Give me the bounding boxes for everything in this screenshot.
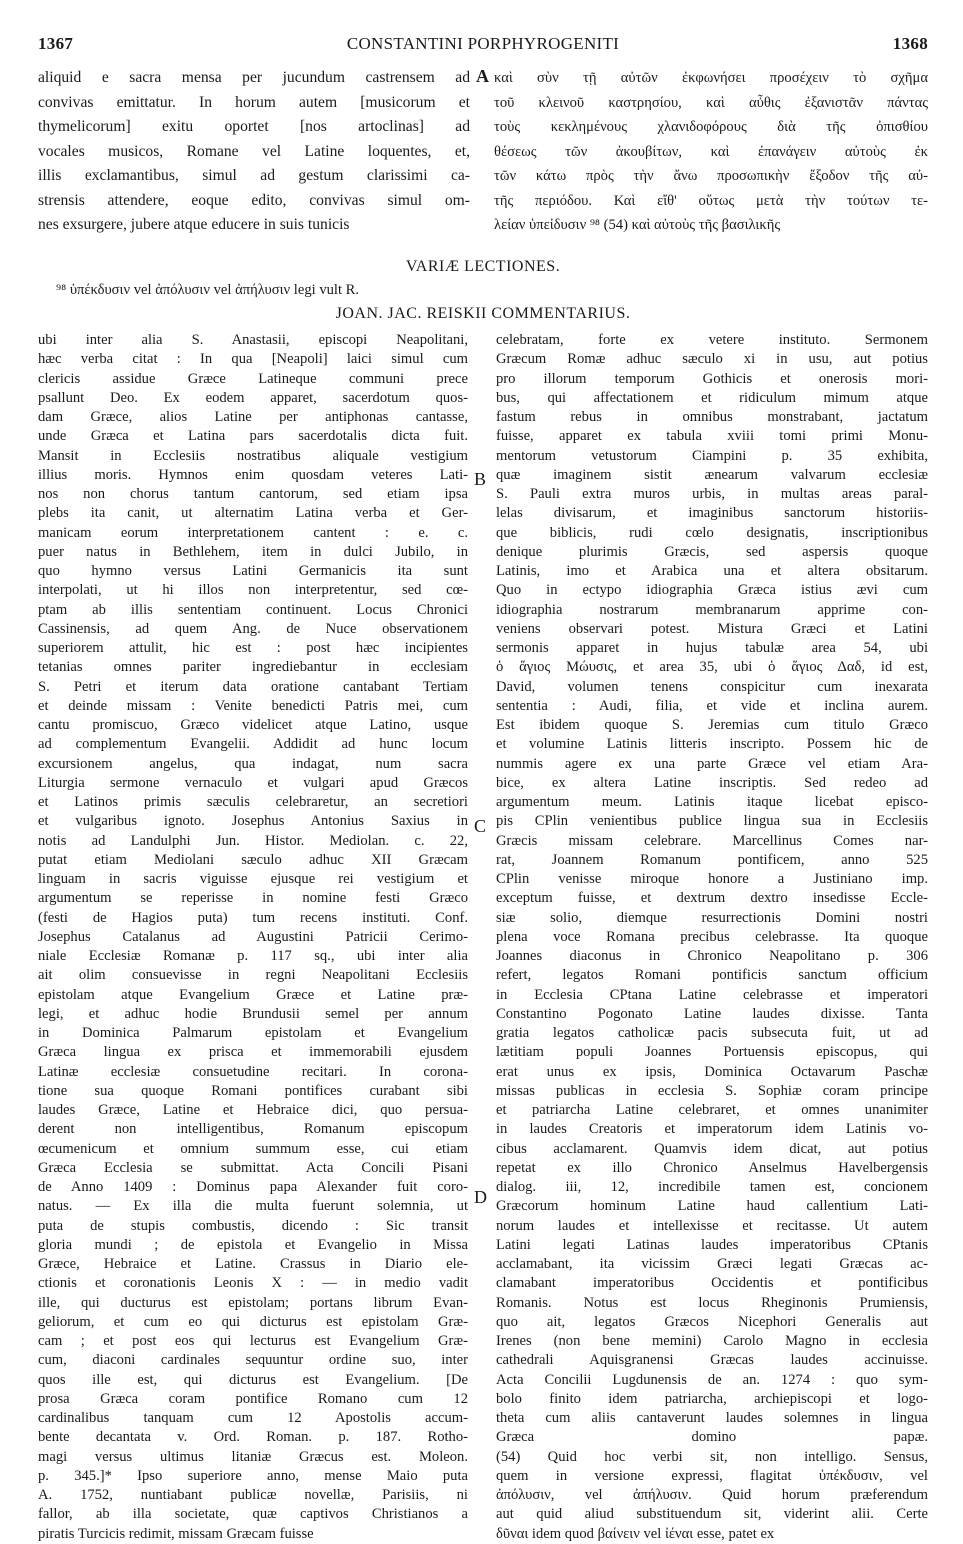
text-line: Græcorum hominum Latine haud callentium Lati- (496, 1198, 928, 1215)
text-line: ille, qui ducturus est epistolam; portans librum Evan- (38, 1294, 468, 1311)
text-line: acclamabant, ita vicissim Græci legati Græcas ac- (496, 1256, 928, 1272)
text-line: plena voce Romana precibus celebrasse. Ita quoque (496, 928, 928, 945)
text-line: nes exsurgere, jubere atque educere in suis tunicis (38, 216, 350, 233)
text-line: Græca domino papæ. (496, 1429, 928, 1446)
text-line: aliquid e sacra mensa per jucundum castrensem ad (38, 69, 470, 86)
text-line: gratia legatos catholicæ pacis subsecuta fuit, ut ad (496, 1025, 928, 1041)
text-line: psallunt Deo. Ex eodem apparet, sacerdotum quos- (38, 389, 468, 406)
text-line: (festi de Hagios puta) tum recens instituti. Conf. (38, 909, 468, 926)
text-line: manicam eorum interpretationem cantent : e. c. (38, 524, 468, 541)
text-line: καὶ σὺν τῇ αὐτῶν ἐκφωνήσει προσέχειν τὸ σχῆμα (494, 70, 928, 86)
text-line: de Anno 1409 : Dominus papa Alexander fuit coro- (38, 1179, 468, 1195)
running-title: CONSTANTINI PORPHYROGENITI (346, 34, 620, 53)
text-line: quo ait, legatos Græcos Nicephori Generalis aut (496, 1313, 928, 1330)
text-line: ubi inter alia S. Anastasii, episcopi Neapolitani, (38, 332, 468, 348)
text-line: denique plurimis Græcis, sed aspersis quoque (496, 543, 928, 560)
variae-lectiones-heading: VARIÆ LECTIONES. (405, 258, 561, 275)
page-number-left: 1367 (38, 34, 74, 53)
text-line: quos ille est, qui dicturus est Evangelium. [De (38, 1371, 468, 1388)
text-line: siæ solio, diemque resurrectionis Domini nostri (496, 909, 928, 926)
text-line: et Latinos primis sæculis celebraretur, an secretiori (38, 794, 468, 810)
text-line: idiographia nostrarum membranarum apprime con- (496, 601, 928, 618)
text-line: excursionem angelus, qua indagat, num sacra (38, 755, 468, 772)
text-line: cathedrali Aquisgranensi Græcas laudes accinuisse. (496, 1352, 928, 1369)
text-line: Joannes diaconus in Chronico Neapolitano p. 306 (496, 948, 928, 964)
text-line: et vulgaribus ignoto. Josephus Antonius Saxius in (38, 813, 468, 830)
text-line: lætitiam populi Joannes Portuensis episcopus, qui (496, 1044, 928, 1061)
text-line: bente decantata v. Ord. Roman. p. 187. Rotho- (38, 1429, 468, 1446)
text-line: linguam in sacris viguisse ejusque rei vestigium et (38, 871, 468, 887)
text-line: cibus acclamarent. Quamvis idem dicat, aut potius (496, 1140, 928, 1157)
text-line: puta de stupis combustis, dicendo : Sic transit (38, 1217, 468, 1234)
text-line: dam Græce, alios Latine per antiphonas cantasse, (38, 409, 468, 425)
page-header (38, 34, 928, 56)
text-line: θέσεως τῶν ἀκουβίτων, καὶ ἐπανάγειν αὐτοὺς ἐκ (494, 143, 928, 160)
text-line: niale Ecclesiæ Romanæ p. 117 sq., ubi inter alia (38, 948, 468, 964)
text-line: derent non intelligentibus, Romanum episcopum (38, 1121, 468, 1138)
text-line: Est ibidem quoque S. Jeremias cum titulo Græco (496, 717, 928, 733)
main-text-block (38, 66, 928, 260)
text-line: pis CPlin venientibus publice lingua sua in Ecclesiis (496, 813, 928, 830)
text-line: et volumine Latinis litteris inscripto. Possem hic de (496, 736, 928, 753)
text-line: veniens observari potest. Mistura Græci et Latini (496, 620, 928, 637)
text-line: bus, qui affectationem et ridiculum mimum atque (496, 389, 928, 406)
text-line: λείαν ὑπεἰδυσιν ⁹⁸ (54) καὶ αὐτοὺς τῆς βασιλικῆς (494, 217, 781, 233)
text-line: legi, et adhuc hodie Brundusii semel per annum (38, 1005, 468, 1022)
text-line: puer natus in Bethlehem, item in dulci Jubilo, in (38, 543, 468, 560)
text-line: fastum rebus in omnibus monstrabant, jactatum (496, 409, 928, 425)
text-line: τῶν κάτω πρὸς τὴν ἄνω προσωπικὴν ἔξοδον τῆς αὐ- (494, 168, 928, 184)
text-line: ἀπόλυσιν, vel ἀπήλυσιν. Quid horum præferendum (496, 1487, 928, 1503)
text-line: magi versus ultimus litaniæ Græcus est. Moleon. (38, 1448, 468, 1465)
text-line: Græce, Hebraice et Latine. Crassus in Diario ele- (38, 1256, 468, 1272)
text-line: ὁ ἅγιος Μώυσις, et area 35, ubi ὁ ἅγιος Δαδ, id est, (496, 659, 928, 676)
text-line: Græca Ecclesia se submittat. Acta Concili Pisani (38, 1159, 468, 1176)
text-line: fuisse, apparet ex tabula xviii tomi primi Monu- (496, 428, 928, 445)
text-line: tione sua quoque Romani pontifices curabant sibi (38, 1082, 468, 1099)
text-line: Irenes (non bene memini) Carolo Magno in ecclesia (496, 1333, 928, 1349)
text-line: in Dominica Palmarum epistolam et Evangelium (38, 1025, 468, 1041)
text-line: nummis agere ex una parte Græce vel etiam Ara- (496, 755, 928, 772)
text-line: τῆς περιόδου. Καὶ εἴθ' οὕτως μετὰ τὴν τούτων τε- (494, 192, 928, 209)
text-line: illius moris. Hymnos enim quosdam veteres Lati- (38, 466, 468, 483)
text-line: Constantino Pogonato Latine laudes dixisse. Tanta (496, 1005, 928, 1022)
text-line: Cassinensis, ad quem Ang. de Nuce observationem (38, 620, 468, 637)
text-line: lelas divisarum, et imaginibus sanctorum historiis- (496, 505, 928, 522)
text-line: vocales musicos, Romane vel Latine loquentes, et, (38, 142, 470, 160)
text-line: œcumenicum et omnium summum esse, cui etiam (38, 1140, 468, 1157)
text-line: Liturgia sermone vernaculo et vulgari apud Græcos (38, 774, 468, 791)
text-line: et patriarcha Latine celebraret, et omnes unanimiter (496, 1102, 928, 1118)
text-line: p. 345.]* Ipso superiore anno, mense Maio puta (38, 1467, 468, 1484)
text-line: superiorem attulit, hic est : post hæc incipientes (38, 640, 468, 656)
text-line: tetanias omnes pariter ingrediebantur in ecclesiam (38, 659, 468, 676)
text-line: S. Petri et iterum data oratione cantabant Tertiam (38, 678, 468, 695)
text-line: clamabant imperatoribus Occidentis et pontificibus (496, 1275, 928, 1292)
text-line: thymelicorum] exitu oportet [nos artoclinas] ad (38, 118, 470, 135)
text-line: rat, Joannem Romanum pontificem, anno 525 (496, 851, 928, 868)
text-line: ptam ab illis sententiam continuent. Locus Chronici (38, 601, 468, 618)
text-line: cum, diaconi cardinales sequuntur ordine suo, inter (38, 1352, 468, 1369)
text-line: A. 1752, nuntiabant publicæ novellæ, Parisiis, ni (38, 1487, 468, 1503)
text-line: convivas emittatur. In horum autem [musicorum et (38, 93, 470, 111)
text-line: S. Pauli extra muros urbis, in multas areas paral- (496, 486, 928, 502)
text-line: Latini legati Latinas laudes imperatoribus CPtanis (496, 1236, 928, 1253)
commentary-right-column (496, 331, 928, 1544)
text-line: pro illorum temporum Gothicis et onerosis mori- (496, 370, 928, 387)
text-line: dialog. iii, 12, incredibile tamen est, concionem (496, 1179, 928, 1195)
text-line: τοὺς κεκλημένους χλανιδοφόρους διὰ τῆς ὀπισθίου (494, 119, 928, 135)
text-line: argumentum se reperisse in nomine festi Græco (38, 890, 468, 907)
commentary-block (38, 331, 928, 1542)
text-line: gloria mundi ; de epistola et Evangelio in Missa (38, 1236, 468, 1253)
margin-marker-c: C (474, 816, 487, 836)
text-line: ad complementum Evangelii. Addidit ad hunc locum (38, 736, 468, 753)
text-line: Latinis, imo et Arabica una et altera obsitarum. (496, 563, 928, 579)
text-line: piratis Turcicis redimit, missam Græcam fuisse (38, 1525, 314, 1542)
text-line: sermonis apparet in hujus tabulæ area 54, ubi (496, 640, 928, 656)
text-line: cam ; et post eos qui lecturus est Evangelium Græ- (38, 1333, 468, 1349)
text-line: natus. — Ex illa die multa fuerunt solemnia, ut (38, 1198, 468, 1215)
text-line: erat unus ex ipsis, Dominica Octavarum Paschæ (496, 1063, 928, 1080)
page-number-right: 1368 (892, 34, 928, 53)
text-line: aut quid aliud substituendum sit, viderint alii. Certe (496, 1506, 928, 1523)
commentary-left-column (38, 331, 468, 1544)
text-line: notis ad Landulphi Jun. Histor. Mediolan. c. 22, (38, 832, 468, 849)
text-line: exceptum fuisse, et dextrum dextro insedisse Eccle- (496, 890, 928, 907)
text-line: cardinalibus tanquam cum 12 Apostolis accum- (38, 1410, 468, 1426)
text-line: epistolam atque Evangelium Græce et Latine præ- (38, 986, 468, 1003)
text-line: in laudes Creatoris et imperatorum idem Latinis vo- (496, 1121, 928, 1138)
text-line: Romanis. Notus est locus Rheginonis Prumiensis, (496, 1294, 928, 1311)
text-line: theta cum aliis cantaverunt laudes solemnes in lingua (496, 1410, 928, 1426)
text-line: Acta Concilii Lugdunensis de an. 1274 : quo sym- (496, 1371, 928, 1388)
text-line: missas publicas in ecclesia S. Sophiæ coram principe (496, 1082, 928, 1099)
text-line: quem in versione expressi, flagitat ὑπέκδυσιν, vel (496, 1467, 928, 1484)
commentary-heading: JOAN. JAC. REISKII COMMENTARIUS. (335, 305, 631, 322)
text-line: argumentum meum. Latinis itaque licebat episco- (496, 794, 928, 810)
margin-marker-b: B (474, 469, 487, 489)
text-line: David, volumen tenens conspicitur cum inexarata (496, 678, 928, 695)
text-line: illis exclamantibus, simul ad gestum clarissimi ca- (38, 167, 470, 184)
text-line: geliorum, et cum eo qui dicturus est epistolam Græ- (38, 1313, 468, 1330)
text-line: bolo finito idem patriarcha, archiepiscopi et logo- (496, 1390, 928, 1407)
text-line: celebratam, forte ex vetere instituto. Sermonem (496, 332, 928, 348)
text-line: fallor, ab illa societate, quæ captivos Christianos a (38, 1506, 468, 1523)
text-line: norum laudes et intellexisse et recitasse. Ut autem (496, 1217, 928, 1234)
text-line: in Ecclesia CPtana Latine celebrasse et imperatori (496, 986, 928, 1003)
text-line: Latinæ ecclesiæ consuetudine recitari. In corona- (38, 1063, 468, 1080)
text-line: et deinde missam : Venite benedicti Patris mei, cum (38, 697, 468, 714)
text-line: mentorum vetustorum Ciampini p. 35 exhibita, (496, 447, 928, 464)
greek-text-column (494, 66, 928, 238)
text-line: unde Græca et Latina pars sacerdotalis dicta fuit. (38, 428, 468, 445)
text-line: CPlin venisse miroque honore a Justiniano imp. (496, 871, 928, 887)
text-line: strensis attendere, eoque edito, convivas simul om- (38, 191, 470, 209)
text-line: (54) Quid hoc verbi sit, non intelligo. Sensus, (496, 1448, 928, 1465)
text-line: δῦναι idem quod βαίνειν vel ἰέναι esse, patet ex (496, 1525, 775, 1542)
text-line: τοῦ κλεινοῦ καστρησίου, καὶ αὖθις ἐξανιστᾶν πάντας (494, 94, 928, 111)
document-page (38, 34, 928, 1542)
variae-lectiones-note: ⁹⁸ ὑπέκδυσιν vel ἀπόλυσιν vel ἀπήλυσιν legi vult R. (56, 282, 360, 298)
text-line: Græcum Romæ adhuc sæculo xi in usu, aut potius (496, 351, 928, 368)
text-line: Quo in ectypo idiographia Græca istius ævi cum (496, 582, 928, 599)
text-line: refert, legatos Romani pontificis sanctum officium (496, 967, 928, 984)
text-line: Mansit in Ecclesiis nostratibus aliquale vestigium (38, 447, 468, 464)
text-line: Græcis missam celebrare. Marcellinus Comes nar- (496, 832, 928, 849)
text-line: sententia : Audi, filia, et vide et inclina aurem. (496, 697, 928, 714)
text-line: que biblicis, rudi cœlo designatis, inscriptionibus (496, 524, 928, 541)
text-line: putat etiam Mediolani sæculo adhuc XII Græcam (38, 851, 468, 868)
text-line: clericis assidue Græce Latineque communi prece (38, 370, 468, 387)
text-line: Josephus Catalanus ad Augustini Patricii Cerimo- (38, 928, 468, 945)
text-line: bice, ex altera Latine inscriptis. Sed redeo ad (496, 774, 928, 791)
text-line: prosa Græca coram pontifice Romano cum 12 (38, 1390, 468, 1407)
text-line: quæ imaginem sistit ænearum valvarum ecclesiæ (496, 466, 928, 483)
text-line: cantu promiscuo, Græco videlicet atque Latino, usque (38, 717, 468, 733)
text-line: Græca lingua ex prisca et immemorabili ejusdem (38, 1044, 468, 1061)
latin-text-column (38, 66, 470, 238)
text-line: laudes Græce, Latine et Hebraice dici, quo persua- (38, 1102, 468, 1118)
text-line: quo hymno versus Latini Germanicis ita sunt (38, 563, 468, 579)
text-line: nos non chorus tantum cantorum, sed etiam ipsa (38, 486, 468, 502)
text-line: repetat ex illo Chronico Anselmus Havelbergensis (496, 1159, 928, 1176)
text-line: interpolati, ut hi illos non interpretentur, sed cœ- (38, 582, 468, 599)
margin-marker-d: D (474, 1187, 487, 1207)
text-line: plebs ita canit, ut alternatim Latina verba et Ger- (38, 505, 468, 522)
text-line: ctionis et coronationis Leonis X : — in medio vadit (38, 1275, 468, 1292)
margin-marker-a: A (476, 66, 489, 86)
text-line: ait olim consuevisse in regni Neapolitani Ecclesiis (38, 967, 468, 984)
text-line: hæc verba citat : In qua [Neapoli] laici simul cum (38, 351, 468, 368)
